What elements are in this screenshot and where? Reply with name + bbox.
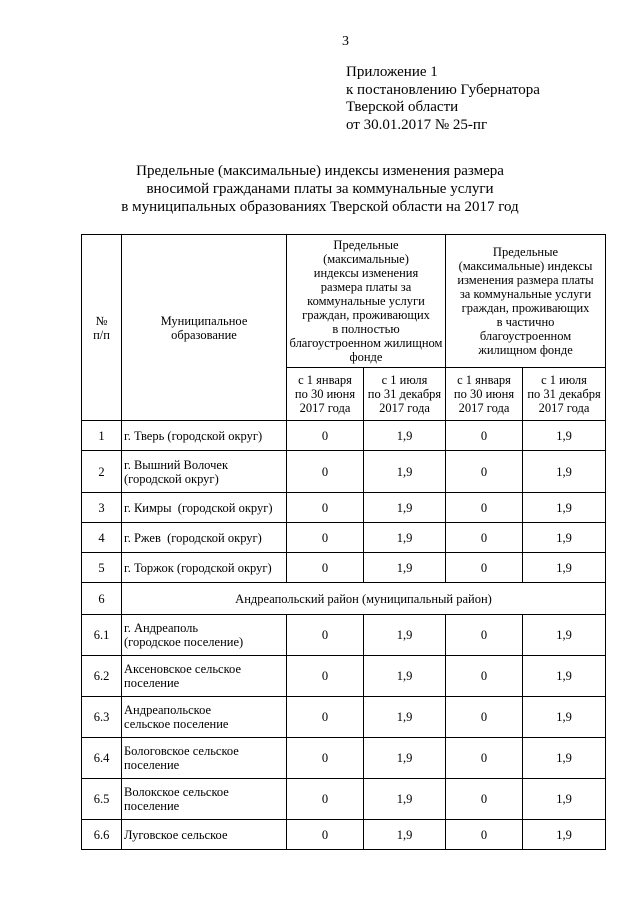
header-period-2 <box>364 368 446 421</box>
value-cell: 0 <box>446 697 523 738</box>
name-line: Бологовское сельское <box>124 744 239 758</box>
header-line: за коммунальные услуги <box>459 287 592 301</box>
municipality-name <box>122 738 287 779</box>
table-row <box>82 615 606 656</box>
header-line: по 31 декабря <box>527 387 601 401</box>
value-cell: 1,9 <box>364 779 446 820</box>
value-cell: 0 <box>446 656 523 697</box>
header-line: Предельные <box>492 245 559 259</box>
header-line: фонде <box>349 350 383 364</box>
value-cell: 1,9 <box>364 553 446 583</box>
table-row <box>82 493 606 523</box>
value-cell: 0 <box>446 523 523 553</box>
row-number: 6.6 <box>82 820 122 850</box>
header-line: изменения размера платы <box>457 273 594 287</box>
header-line: в полностью <box>332 322 400 336</box>
value-cell: 1,9 <box>364 493 446 523</box>
row-number: 6.5 <box>82 779 122 820</box>
value-cell: 1,9 <box>523 493 606 523</box>
row-number: 4 <box>82 523 122 553</box>
header-line: граждан, проживающих <box>302 308 430 322</box>
value-cell: 0 <box>287 421 364 451</box>
value-cell: 0 <box>287 553 364 583</box>
header-period-2 <box>523 368 606 421</box>
value-cell: 1,9 <box>364 656 446 697</box>
value-cell: 1,9 <box>364 615 446 656</box>
header-line: с 1 января <box>298 373 352 387</box>
value-cell: 1,9 <box>523 738 606 779</box>
header-line: п/п <box>93 327 110 342</box>
name-line: сельское поселение <box>124 717 229 731</box>
appendix-line: к постановлению Губернатора <box>346 81 540 98</box>
header-group-full <box>287 235 446 368</box>
header-line: 2017 года <box>299 401 351 415</box>
municipality-name <box>122 697 287 738</box>
header-line: коммунальные услуги <box>307 294 425 308</box>
page-number: 3 <box>342 34 349 49</box>
municipality-name <box>122 451 287 493</box>
row-number: 6.4 <box>82 738 122 779</box>
title-line: в муниципальных образованиях Тверской области на 2017 год <box>121 199 519 215</box>
row-number: 5 <box>82 553 122 583</box>
header-line: 2017 года <box>458 401 510 415</box>
value-cell: 0 <box>287 615 364 656</box>
value-cell: 0 <box>287 697 364 738</box>
name-line: Аксеновское сельское <box>124 662 241 676</box>
name-line: поселение <box>124 676 180 690</box>
name-line: поселение <box>124 799 180 813</box>
title-line: вносимой гражданами платы за коммунальные услуги <box>146 181 494 197</box>
row-number: 1 <box>82 421 122 451</box>
header-line: № <box>95 313 108 328</box>
header-line: граждан, проживающих <box>461 301 590 315</box>
value-cell: 0 <box>446 493 523 523</box>
name-line: Волокское сельское <box>124 785 229 799</box>
row-number: 6.1 <box>82 615 122 656</box>
name-line: г. Андреаполь <box>124 621 199 635</box>
row-number: 6.2 <box>82 656 122 697</box>
value-cell: 0 <box>287 523 364 553</box>
row-number: 2 <box>82 451 122 493</box>
header-line: (максимальные) индексы <box>458 259 593 273</box>
header-municipality <box>122 235 287 421</box>
header-line: с 1 января <box>457 373 511 387</box>
appendix-block <box>346 64 540 134</box>
value-cell: 0 <box>287 656 364 697</box>
header-line: Предельные (максимальные) <box>323 238 409 266</box>
header-line: по 30 июня <box>453 387 515 401</box>
appendix-line: от 30.01.2017 № 25-пг <box>346 116 488 133</box>
row-number: 6.3 <box>82 697 122 738</box>
header-line: Муниципальное <box>160 313 248 328</box>
value-cell: 1,9 <box>364 451 446 493</box>
table-row <box>82 697 606 738</box>
value-cell: 0 <box>287 493 364 523</box>
table-row <box>82 820 606 850</box>
title-line: Предельные (максимальные) индексы изменения размера <box>136 163 504 179</box>
header-line: в частично <box>496 315 555 329</box>
name-line: г. Тверь (городской округ) <box>124 428 263 443</box>
value-cell: 0 <box>446 738 523 779</box>
name-line: г. Ржев (городской округ) <box>124 530 262 545</box>
value-cell: 0 <box>287 779 364 820</box>
value-cell: 1,9 <box>364 523 446 553</box>
value-cell: 1,9 <box>523 615 606 656</box>
municipality-name <box>122 523 287 553</box>
municipality-name <box>122 820 287 850</box>
table-row <box>82 656 606 697</box>
value-cell: 1,9 <box>523 820 606 850</box>
header-line: жилищном фонде <box>478 343 573 357</box>
header-num <box>82 235 122 421</box>
value-cell: 1,9 <box>364 697 446 738</box>
header-line: с 1 июля <box>541 373 587 387</box>
municipality-name <box>122 493 287 523</box>
section-label: Андреапольский район (муниципальный район) <box>122 583 606 615</box>
header-period-1 <box>446 368 523 421</box>
value-cell: 0 <box>446 421 523 451</box>
name-line: Андреапольское <box>124 703 212 717</box>
name-line: г. Торжок (городской округ) <box>124 560 272 575</box>
table-row <box>82 553 606 583</box>
value-cell: 1,9 <box>523 697 606 738</box>
value-cell: 1,9 <box>364 421 446 451</box>
row-number: 3 <box>82 493 122 523</box>
value-cell: 0 <box>446 779 523 820</box>
value-cell: 1,9 <box>523 523 606 553</box>
value-cell: 1,9 <box>523 656 606 697</box>
value-cell: 1,9 <box>523 779 606 820</box>
table-row <box>82 421 606 451</box>
value-cell: 0 <box>287 738 364 779</box>
name-line: (городской округ) <box>124 471 219 486</box>
municipality-name <box>122 421 287 451</box>
value-cell: 0 <box>446 553 523 583</box>
municipality-name <box>122 779 287 820</box>
section-number: 6 <box>82 583 122 615</box>
header-period-1 <box>287 368 364 421</box>
value-cell: 1,9 <box>523 421 606 451</box>
value-cell: 1,9 <box>523 553 606 583</box>
value-cell: 0 <box>446 615 523 656</box>
municipality-name <box>122 615 287 656</box>
value-cell: 0 <box>446 451 523 493</box>
table-row <box>82 779 606 820</box>
section-row <box>82 583 606 615</box>
value-cell: 0 <box>287 451 364 493</box>
name-line: Луговское сельское <box>124 827 228 842</box>
appendix-line: Приложение 1 <box>346 64 438 80</box>
municipality-name <box>122 553 287 583</box>
header-group-partial <box>446 235 606 368</box>
document-title <box>0 162 640 216</box>
header-line: 2017 года <box>379 401 430 415</box>
table-row <box>82 738 606 779</box>
value-cell: 0 <box>287 820 364 850</box>
header-line: благоустроенном жилищном <box>289 336 443 350</box>
name-line: г. Вышний Волочек <box>124 457 229 472</box>
value-cell: 1,9 <box>523 451 606 493</box>
header-line: размера платы за <box>320 280 412 294</box>
header-line: благоустроенном <box>479 329 572 343</box>
name-line: поселение <box>124 758 180 772</box>
header-line: по 31 декабря <box>367 387 442 401</box>
header-row <box>82 235 606 368</box>
table-row <box>82 451 606 493</box>
header-line: индексы изменения <box>313 266 419 280</box>
value-cell: 1,9 <box>364 820 446 850</box>
municipality-name <box>122 656 287 697</box>
appendix-line: Тверской области <box>346 99 459 115</box>
header-line: с 1 июля <box>381 373 428 387</box>
header-line: по 30 июня <box>294 387 356 401</box>
name-line: (городское поселение) <box>124 635 244 649</box>
header-line: образование <box>171 327 237 342</box>
header-line: 2017 года <box>538 401 590 415</box>
name-line: г. Кимры (городской округ) <box>124 500 273 515</box>
value-cell: 0 <box>446 820 523 850</box>
value-cell: 1,9 <box>364 738 446 779</box>
indices-table <box>81 234 606 850</box>
table-row <box>82 523 606 553</box>
